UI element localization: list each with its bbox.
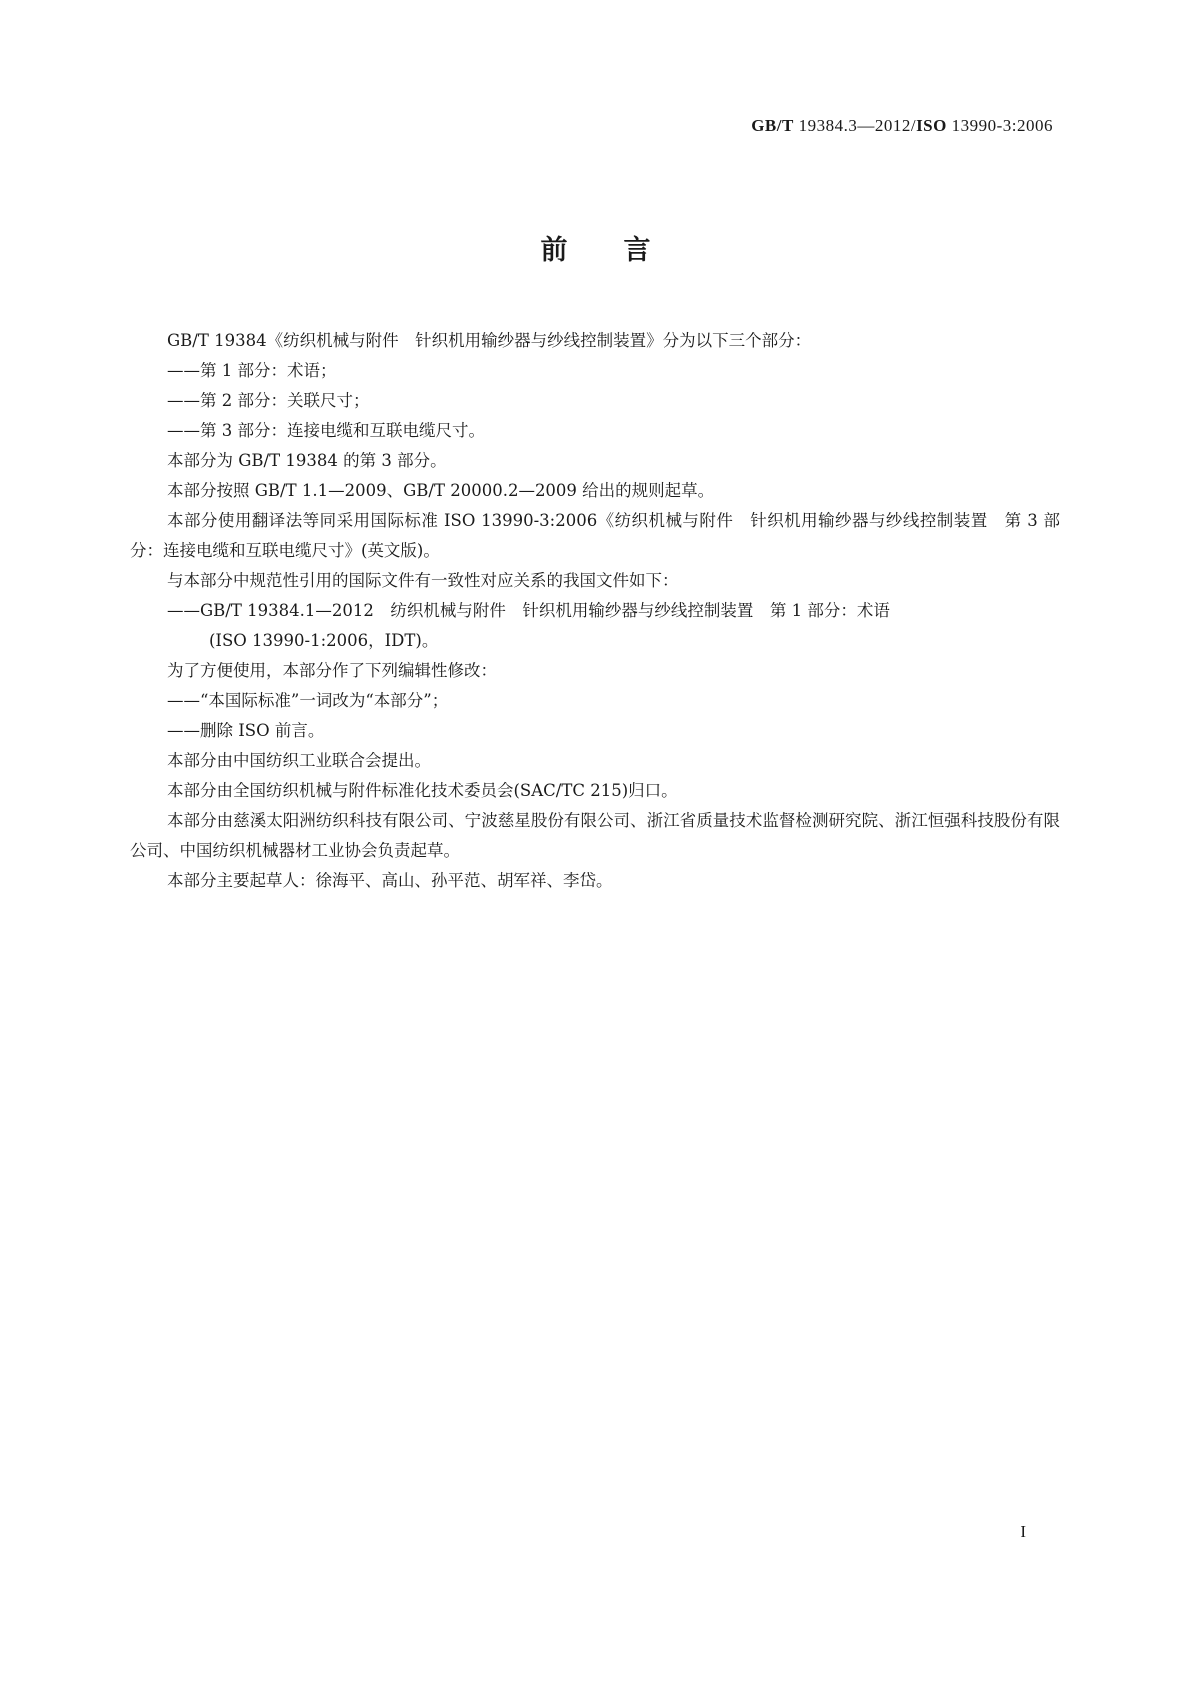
- list-item-corresponding-standard: [130, 596, 1060, 656]
- standard-code-gbt: GB/T: [751, 116, 794, 135]
- standard-code-header: [751, 116, 1053, 136]
- standard-code-iso: ISO: [916, 116, 947, 135]
- paragraph-drafted-by: 本部分由慈溪太阳洲纺织科技有限公司、宁波慈星股份有限公司、浙江省质量技术监督检测研究院、浙江恒强科技股份有限公司、中国纺织机械器材工业协会负责起草。: [130, 811, 1060, 860]
- paragraph-this-part: 本部分为 GB/T 19384 的第 3 部分。: [167, 451, 447, 470]
- paragraph-correspondence: 与本部分中规范性引用的国际文件有一致性对应关系的我国文件如下：: [167, 571, 679, 590]
- page-number: I: [1020, 1522, 1026, 1541]
- paragraph-editorial-changes: 为了方便使用，本部分作了下列编辑性修改：: [167, 661, 497, 680]
- list-item-part3: ——第 3 部分：连接电缆和互联电缆尺寸。: [167, 421, 485, 440]
- list-item-change1: ——“本国际标准”一词改为“本部分”；: [167, 691, 449, 710]
- page-title: 前言: [540, 235, 707, 266]
- foreword-body: [130, 326, 1060, 896]
- paragraph-adoption: 本部分使用翻译法等同采用国际标准 ISO 13990-3:2006《纺织机械与附件 针织机用输纱器与纱线控制装置 第 3 部分：连接电缆和互联电缆尺寸》(英文版)。: [130, 511, 1060, 560]
- standard-code-number: 19384.3—2012/: [793, 116, 917, 135]
- paragraph-drafters: 本部分主要起草人：徐海平、高山、孙平范、胡军祥、李岱。: [167, 871, 613, 890]
- list-item-change2: ——删除 ISO 前言。: [167, 721, 325, 740]
- paragraph-administered-by: 本部分由全国纺织机械与附件标准化技术委员会(SAC/TC 215)归口。: [167, 781, 678, 800]
- paragraph-proposed-by: 本部分由中国纺织工业联合会提出。: [167, 751, 431, 770]
- corresponding-standard-line1: ——GB/T 19384.1—2012 纺织机械与附件 针织机用输纱器与纱线控制装置 第 1 部分：术语: [167, 601, 890, 620]
- standard-code-iso-number: 13990-3:2006: [946, 116, 1053, 135]
- paragraph-drafting-rules: 本部分按照 GB/T 1.1—2009、GB/T 20000.2—2009 给出的规则起草。: [167, 481, 715, 500]
- paragraph-parts-intro: GB/T 19384《纺织机械与附件 针织机用输纱器与纱线控制装置》分为以下三个部分：: [167, 331, 812, 350]
- corresponding-standard-line2: (ISO 13990-1:2006，IDT)。: [209, 631, 439, 650]
- list-item-part1: ——第 1 部分：术语；: [167, 361, 337, 380]
- list-item-part2: ——第 2 部分：关联尺寸；: [167, 391, 370, 410]
